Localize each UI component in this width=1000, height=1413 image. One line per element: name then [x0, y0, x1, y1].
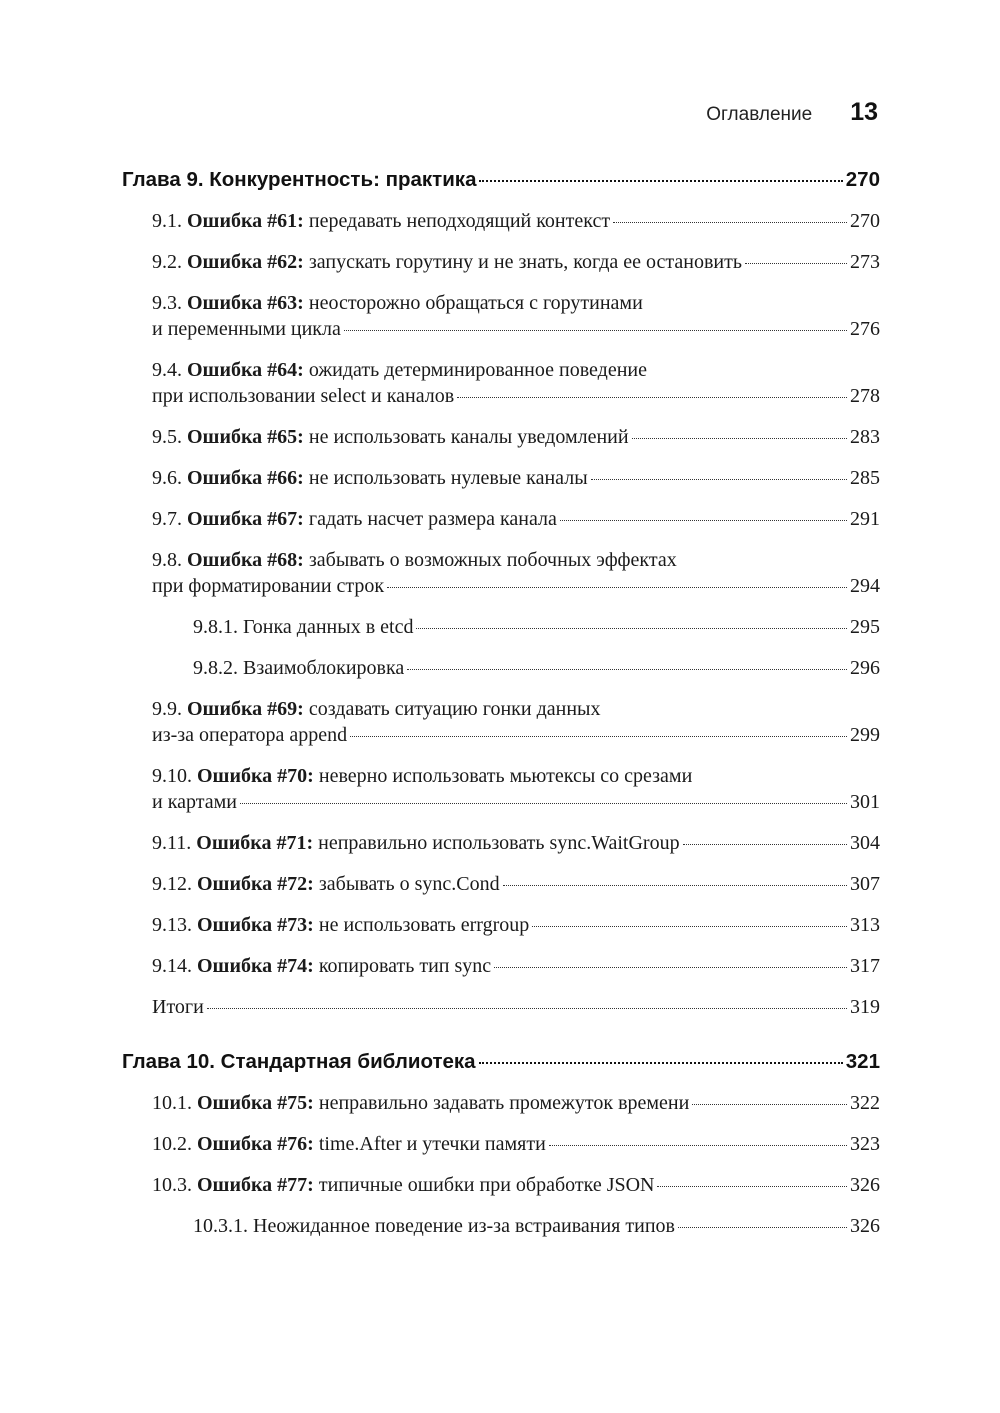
dot-leader: [387, 587, 847, 588]
entry-label: Ошибка #63:: [187, 292, 304, 314]
entry-label: Ошибка #75:: [197, 1092, 314, 1114]
toc-chapter-10[interactable]: [122, 1050, 880, 1074]
entry-number: 9.14.: [152, 955, 192, 977]
dot-leader: [416, 628, 847, 629]
entry-page: 304: [850, 832, 880, 854]
toc-entry-9-13[interactable]: [152, 912, 880, 938]
entry-page: 317: [850, 955, 880, 977]
dot-leader: [692, 1104, 847, 1105]
entry-page: 285: [850, 467, 880, 489]
entry-text: забывать о возможных побочных эффектах: [308, 549, 677, 571]
chapter-page: 270: [845, 168, 880, 191]
entry-text-continued: при форматировании строк: [152, 575, 385, 597]
entry-page: 301: [850, 791, 880, 813]
chapter-title: Глава 9. Конкурентность: практика: [122, 168, 477, 191]
entry-text: неверно использовать мьютексы со срезами: [318, 765, 693, 787]
dot-leader: [407, 669, 847, 670]
toc-entry-9-2[interactable]: [152, 249, 880, 275]
entry-label: Ошибка #67:: [187, 508, 304, 530]
dot-leader: [632, 438, 847, 439]
entry-page: 278: [850, 385, 880, 407]
toc-entry-9-9[interactable]: [152, 696, 880, 748]
entry-page: 294: [850, 575, 880, 597]
dot-leader: [494, 967, 847, 968]
entry-label: Ошибка #69:: [187, 698, 304, 720]
entry-text: Итоги: [152, 996, 204, 1018]
entry-number: 9.8.: [152, 549, 182, 571]
dot-leader: [344, 330, 847, 331]
entry-page: 276: [850, 318, 880, 340]
entry-number: 9.4.: [152, 359, 182, 381]
entry-page: 299: [850, 724, 880, 746]
toc-entry-10-2[interactable]: [152, 1131, 880, 1157]
entry-label: Ошибка #68:: [187, 549, 304, 571]
toc-entry-9-8[interactable]: [152, 547, 880, 599]
entry-page: 323: [850, 1133, 880, 1155]
dot-leader: [240, 803, 847, 804]
toc-entry-9-11[interactable]: [152, 830, 880, 856]
entry-text: не использовать каналы уведомлений: [308, 426, 629, 448]
entry-page: 295: [850, 616, 880, 638]
entry-label: Ошибка #77:: [197, 1174, 314, 1196]
entry-label: Ошибка #64:: [187, 359, 304, 381]
toc-entry-9-1[interactable]: [152, 208, 880, 234]
entry-page: 291: [850, 508, 880, 530]
entry-label: Ошибка #65:: [187, 426, 304, 448]
entry-text: неправильно использовать sync.WaitGroup: [318, 832, 680, 854]
entry-number: 9.9.: [152, 698, 182, 720]
dot-leader: [683, 844, 847, 845]
toc-entry-10-1[interactable]: [152, 1090, 880, 1116]
entry-page: 270: [850, 210, 880, 232]
entry-label: Ошибка #71:: [196, 832, 314, 854]
toc-entry-9-5[interactable]: [152, 424, 880, 450]
entry-page: 319: [850, 996, 880, 1018]
page-number: 13: [850, 98, 878, 126]
entry-page: 322: [850, 1092, 880, 1114]
entry-text-continued: и картами: [152, 791, 237, 813]
entry-number: 9.2.: [152, 251, 182, 273]
toc-entry-9-7[interactable]: [152, 506, 880, 532]
entry-page: 283: [850, 426, 880, 448]
entry-number: 9.12.: [152, 873, 192, 895]
entry-text: передавать неподходящий контекст: [308, 210, 611, 232]
entry-text: гадать насчет размера канала: [308, 508, 557, 530]
entry-label: Ошибка #66:: [187, 467, 304, 489]
entry-text: типичные ошибки при обработке JSON: [318, 1174, 655, 1196]
dot-leader: [657, 1186, 847, 1187]
table-of-contents: [122, 168, 880, 1254]
toc-entry-9-4[interactable]: [152, 357, 880, 409]
toc-entry-9-10[interactable]: [152, 763, 880, 815]
entry-number: 9.7.: [152, 508, 182, 530]
entry-text: 9.8.2. Взаимоблокировка: [193, 657, 405, 679]
entry-label: Ошибка #73:: [197, 914, 314, 936]
dot-leader: [678, 1227, 847, 1228]
toc-entry-10-3-1[interactable]: [193, 1213, 880, 1239]
entry-text: time.After и утечки памяти: [318, 1133, 546, 1155]
dot-leader: [613, 222, 847, 223]
entry-number: 10.2.: [152, 1133, 192, 1155]
entry-label: Ошибка #62:: [187, 251, 304, 273]
entry-text: создавать ситуацию гонки данных: [308, 698, 601, 720]
entry-text: неправильно задавать промежуток времени: [318, 1092, 690, 1114]
entry-number: 9.6.: [152, 467, 182, 489]
chapter-page: 321: [845, 1050, 880, 1073]
entry-label: Ошибка #76:: [197, 1133, 314, 1155]
entry-number: 10.1.: [152, 1092, 192, 1114]
entry-number: 10.3.: [152, 1174, 192, 1196]
entry-label: Ошибка #61:: [187, 210, 304, 232]
entry-number: 9.5.: [152, 426, 182, 448]
toc-entry-9-8-1[interactable]: [193, 614, 880, 640]
entry-label: Ошибка #70:: [197, 765, 314, 787]
toc-entry-9-3[interactable]: [152, 290, 880, 342]
toc-entry-9-6[interactable]: [152, 465, 880, 491]
running-header-title: Оглавление: [706, 104, 813, 125]
entry-page: 313: [850, 914, 880, 936]
entry-number: 9.3.: [152, 292, 182, 314]
dot-leader: [479, 180, 842, 182]
dot-leader: [503, 885, 847, 886]
toc-entry-10-3[interactable]: [152, 1172, 880, 1198]
entry-label: Ошибка #74:: [197, 955, 314, 977]
entry-page: 326: [850, 1174, 880, 1196]
entry-page: 326: [850, 1215, 880, 1237]
entry-label: Ошибка #72:: [197, 873, 314, 895]
dot-leader: [745, 263, 847, 264]
entry-text: не использовать errgroup: [318, 914, 530, 936]
entry-text: запускать горутину и не знать, когда ее остановить: [308, 251, 742, 273]
dot-leader: [479, 1062, 843, 1064]
entry-number: 9.10.: [152, 765, 192, 787]
entry-text-continued: из-за оператора append: [152, 724, 348, 746]
toc-entry-9-14[interactable]: [152, 953, 880, 979]
chapter-title: Глава 10. Стандартная библиотека: [122, 1050, 476, 1073]
entry-text: копировать тип sync: [318, 955, 492, 977]
entry-text: 10.3.1. Неожиданное поведение из-за встраивания типов: [193, 1215, 675, 1237]
dot-leader: [591, 479, 847, 480]
toc-chapter-9[interactable]: [122, 168, 880, 192]
dot-leader: [532, 926, 847, 927]
entry-page: 273: [850, 251, 880, 273]
entry-number: 9.1.: [152, 210, 182, 232]
dot-leader: [207, 1008, 847, 1009]
entry-text: неосторожно обращаться с горутинами: [308, 292, 643, 314]
running-header: [0, 98, 878, 127]
entry-number: 9.11.: [152, 832, 192, 854]
entry-text-continued: и переменными цикла: [152, 318, 341, 340]
dot-leader: [560, 520, 847, 521]
dot-leader: [350, 736, 847, 737]
entry-text: забывать о sync.Cond: [318, 873, 500, 895]
toc-entry-9-8-2[interactable]: [193, 655, 880, 681]
entry-text: ожидать детерминированное поведение: [308, 359, 647, 381]
dot-leader: [457, 397, 847, 398]
entry-page: 307: [850, 873, 880, 895]
toc-entry-9-12[interactable]: [152, 871, 880, 897]
entry-text: 9.8.1. Гонка данных в etcd: [193, 616, 414, 638]
dot-leader: [549, 1145, 847, 1146]
toc-entry-summary[interactable]: [152, 994, 880, 1020]
entry-page: 296: [850, 657, 880, 679]
entry-text-continued: при использовании select и каналов: [152, 385, 455, 407]
entry-number: 9.13.: [152, 914, 192, 936]
entry-text: не использовать нулевые каналы: [308, 467, 588, 489]
